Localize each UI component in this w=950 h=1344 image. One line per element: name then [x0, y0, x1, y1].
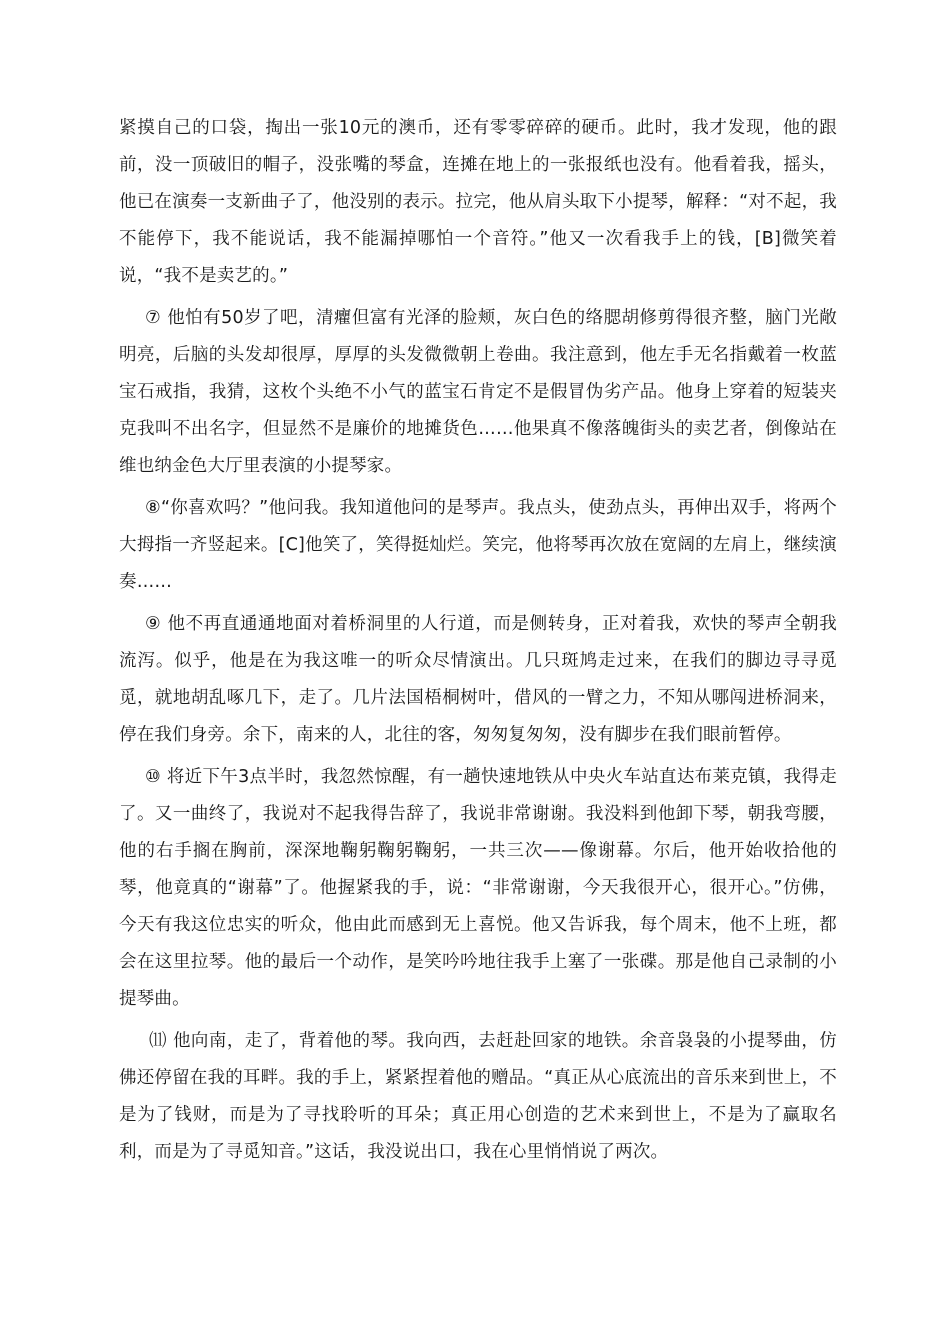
paragraph-11: ⑾ 他向南，走了，背着他的琴。我向西，去赶赴回家的地铁。余音袅袅的小提琴曲，仿佛还停留在我的耳畔。我的手上，紧紧捏着他的赠品。“真正从心底流出的音乐来到世上，不是为了钱财，而是为了寻找聆听的耳朵；真正用心创造的艺术来到世上，不是为了赢取名利，而是为了寻觅知音。”这话，我没说出口，我在心里悄悄说了两次。	[119, 1031, 837, 1162]
paragraph-7: ⑦ 他怕有50岁了吧，清癯但富有光泽的脸颊，灰白色的络腮胡修剪得很齐整，脑门光敞明亮，后脑的头发却很厚，厚厚的头发微微朝上卷曲。我注意到，他左手无名指戴着一枚蓝宝石戒指，我猜，这枚个头绝不小气的蓝宝石肯定不是假冒伪劣产品。他身上穿着的短装夹克我叫不出名字，但显然不是廉价的地摊货色……他果真不像落魄街头的卖艺者，倒像站在维也纳金色大厅里表演的小提琴家。	[119, 308, 837, 476]
paragraph-10: ⑩ 将近下午3点半时，我忽然惊醒，有一趟快速地铁从中央火车站直达布莱克镇，我得走了。又一曲终了，我说对不起我得告辞了，我说非常谢谢。我没料到他卸下琴，朝我弯腰，他的右手搁在胸前，深深地鞠躬鞠躬鞠躬，一共三次——像谢幕。尔后，他开始收拾他的琴，他竟真的“谢幕”了。他握紧我的手，说：“非常谢谢，今天我很开心，很开心。”仿佛，今天有我这位忠实的听众，他由此而感到无上喜悦。他又告诉我，每个周末，他不上班，都会在这里拉琴。他的最后一个动作，是笑吟吟地往我手上塞了一张碟。那是他自己录制的小提琴曲。	[119, 767, 837, 1009]
paragraph-6-continued: 紧摸自己的口袋，掏出一张10元的澳币，还有零零碎碎的硬币。此时，我才发现，他的跟前，没一顶破旧的帽子，没张嘴的琴盒，连摊在地上的一张报纸也没有。他看着我，摇头，他已在演奏一支新曲子了，他没别的表示。拉完，他从肩头取下小提琴，解释：“对不起，我不能停下，我不能说话，我不能漏掉哪怕一个音符。”他又一次看我手上的钱，[B]微笑着说，“我不是卖艺的。”	[119, 118, 837, 286]
paragraph-8: ⑧“你喜欢吗？”他问我。我知道他问的是琴声。我点头，使劲点头，再伸出双手，将两个大拇指一齐竖起来。[C]他笑了，笑得挺灿烂。笑完，他将琴再次放在宽阔的左肩上，继续演奏……	[119, 498, 837, 592]
article-body	[119, 110, 837, 1176]
paragraph-9: ⑨ 他不再直通通地面对着桥洞里的人行道，而是侧转身，正对着我，欢快的琴声全朝我流泻。似乎，他是在为我这唯一的听众尽情演出。几只斑鸠走过来，在我们的脚边寻寻觅觅，就地胡乱啄几下，走了。几片法国梧桐树叶，借风的一臂之力，不知从哪闯进桥洞来，停在我们身旁。余下，南来的人，北往的客，匆匆复匆匆，没有脚步在我们眼前暂停。	[119, 614, 837, 745]
